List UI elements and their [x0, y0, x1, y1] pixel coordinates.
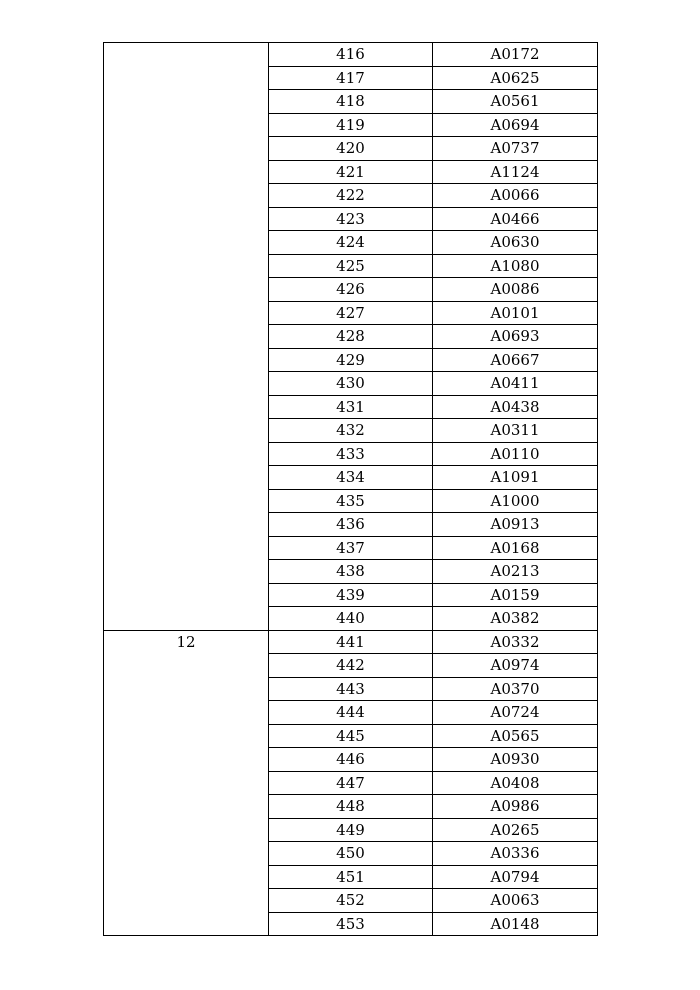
- code-cell: A0974: [433, 654, 598, 678]
- code-cell: A0630: [433, 231, 598, 255]
- serial-number-cell: 453: [269, 912, 433, 936]
- code-cell: A0565: [433, 724, 598, 748]
- code-cell: A1080: [433, 254, 598, 278]
- assignment-table: [103, 42, 598, 936]
- serial-number-cell: 443: [269, 677, 433, 701]
- serial-number-cell: 445: [269, 724, 433, 748]
- code-cell: A0148: [433, 912, 598, 936]
- serial-number-cell: 424: [269, 231, 433, 255]
- serial-number-cell: 437: [269, 536, 433, 560]
- code-cell: A0466: [433, 207, 598, 231]
- code-cell: A0930: [433, 748, 598, 772]
- code-cell: A0332: [433, 630, 598, 654]
- serial-number-cell: 428: [269, 325, 433, 349]
- serial-number-cell: 446: [269, 748, 433, 772]
- code-cell: A0370: [433, 677, 598, 701]
- serial-number-cell: 439: [269, 583, 433, 607]
- code-cell: A0110: [433, 442, 598, 466]
- table-row: [104, 630, 598, 654]
- serial-number-cell: 429: [269, 348, 433, 372]
- serial-number-cell: 440: [269, 607, 433, 631]
- code-cell: A0213: [433, 560, 598, 584]
- code-cell: A0438: [433, 395, 598, 419]
- serial-number-cell: 432: [269, 419, 433, 443]
- code-cell: A0625: [433, 66, 598, 90]
- code-cell: A0561: [433, 90, 598, 114]
- code-cell: A0724: [433, 701, 598, 725]
- code-cell: A0737: [433, 137, 598, 161]
- serial-number-cell: 435: [269, 489, 433, 513]
- serial-number-cell: 431: [269, 395, 433, 419]
- serial-number-cell: 451: [269, 865, 433, 889]
- code-cell: A0667: [433, 348, 598, 372]
- serial-number-cell: 449: [269, 818, 433, 842]
- table-row: [104, 43, 598, 67]
- code-cell: A0408: [433, 771, 598, 795]
- group-number-cell: 12: [104, 630, 269, 936]
- serial-number-cell: 438: [269, 560, 433, 584]
- code-cell: A0265: [433, 818, 598, 842]
- serial-number-cell: 427: [269, 301, 433, 325]
- code-cell: A0382: [433, 607, 598, 631]
- table-body: [104, 43, 598, 936]
- serial-number-cell: 418: [269, 90, 433, 114]
- code-cell: A0336: [433, 842, 598, 866]
- serial-number-cell: 426: [269, 278, 433, 302]
- code-cell: A0694: [433, 113, 598, 137]
- serial-number-cell: 416: [269, 43, 433, 67]
- serial-number-cell: 450: [269, 842, 433, 866]
- serial-number-cell: 436: [269, 513, 433, 537]
- serial-number-cell: 421: [269, 160, 433, 184]
- code-cell: A0311: [433, 419, 598, 443]
- serial-number-cell: 434: [269, 466, 433, 490]
- code-cell: A0066: [433, 184, 598, 208]
- serial-number-cell: 423: [269, 207, 433, 231]
- code-cell: A0086: [433, 278, 598, 302]
- serial-number-cell: 420: [269, 137, 433, 161]
- code-cell: A0411: [433, 372, 598, 396]
- serial-number-cell: 433: [269, 442, 433, 466]
- serial-number-cell: 417: [269, 66, 433, 90]
- code-cell: A0168: [433, 536, 598, 560]
- code-cell: A0693: [433, 325, 598, 349]
- code-cell: A1091: [433, 466, 598, 490]
- serial-number-cell: 444: [269, 701, 433, 725]
- serial-number-cell: 452: [269, 889, 433, 913]
- code-cell: A1000: [433, 489, 598, 513]
- code-cell: A1124: [433, 160, 598, 184]
- serial-number-cell: 442: [269, 654, 433, 678]
- serial-number-cell: 422: [269, 184, 433, 208]
- serial-number-cell: 447: [269, 771, 433, 795]
- group-number-cell: [104, 43, 269, 631]
- code-cell: A0063: [433, 889, 598, 913]
- serial-number-cell: 430: [269, 372, 433, 396]
- serial-number-cell: 425: [269, 254, 433, 278]
- code-cell: A0101: [433, 301, 598, 325]
- code-cell: A0794: [433, 865, 598, 889]
- code-cell: A0159: [433, 583, 598, 607]
- code-cell: A0172: [433, 43, 598, 67]
- serial-number-cell: 419: [269, 113, 433, 137]
- serial-number-cell: 448: [269, 795, 433, 819]
- code-cell: A0913: [433, 513, 598, 537]
- code-cell: A0986: [433, 795, 598, 819]
- serial-number-cell: 441: [269, 630, 433, 654]
